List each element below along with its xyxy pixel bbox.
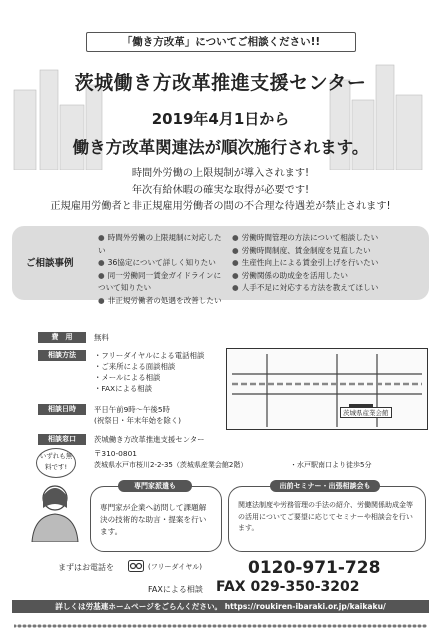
fax-prompt: FAXによる相談 [148,585,203,594]
fee-value: 無料 [94,333,109,342]
fee-label: 費 用 [38,332,86,343]
hours-value [94,404,181,426]
fax-number: FAX 029-350-3202 [216,579,360,595]
consult-examples-left [98,232,228,308]
office-access: ・水戸駅南口より徒歩5分 [290,461,372,469]
list-item: ● 労働時間管理の方法について相談したい [232,232,427,245]
center-title: 茨城働き方改革推進支援センター [74,72,367,94]
method-list [94,350,204,394]
freedial-icon [128,560,144,572]
access-map [226,348,428,430]
headline-item: 年次有給休暇の確実な取得が必要です! [131,184,310,196]
list-item: ・FAXによる相談 [94,384,153,393]
seminar-title: 出前セミナー・出張相談会も [270,480,380,492]
free-balloon: いずれも無料です! [36,448,76,478]
list-item: ● 同一労働同一賃金ガイドラインについて知りたい [98,270,224,295]
list-item: ● 労働時間制度、賃金制度を見直したい [232,245,427,258]
method-label: 相談方法 [38,350,86,361]
phone-prompt: まずはお電話を [58,563,114,572]
hours-label: 相談日時 [38,404,86,415]
list-item: ・フリーダイヤルによる電話相談 [94,351,205,360]
list-item: ・ご来所による面談相談 [94,362,176,371]
expert-dispatch-text: 専門家が企業へ訪問して課題解決の技術的な助言・提案を行います。 [100,503,207,536]
decorative-dot-border [14,622,427,630]
footer-link[interactable]: 詳しくは労基連ホームページをごらんください。 https://roukiren-ibaraki.or.jp/kaikaku/ [12,600,429,613]
hours-text: 平日午前9時〜午後5時 [94,405,170,414]
list-item: ・メールによる相談 [94,373,161,382]
hours-note: (祝祭日・年末年始を除く) [94,416,182,425]
consult-examples-right [232,232,427,295]
headline-item: 時間外労働の上限規制が導入されます! [131,168,310,179]
seminar-text: 関連法制度や労務管理の手法の紹介、労働関係助成金等の活用についてご要望に応じてセミナーや相談会を行います。 [238,501,413,532]
list-item: ● 非正規労働者の処遇を改善したい [98,295,228,308]
consult-banner: 「働き方改革」についてご相談ください!! [86,32,356,52]
consult-examples-label: ご相談事例 [26,258,74,269]
phone-number[interactable]: 0120-971-728 [248,558,381,578]
list-item: ● 36協定について詳しく知りたい [98,257,228,270]
list-item: ● 労働関係の助成金を活用したい [232,270,427,283]
postal-code: 〒310-0801 [94,449,137,458]
office-address: 茨城県水戸市桜川2-2-35（茨城県産業会館2階） [94,461,248,469]
freedial-label: (フリーダイヤル) [148,563,202,571]
list-item: ● 生産性向上による賃金引上げを行いたい [232,257,427,270]
list-item: ● 時間外労働の上限規制に対応したい [98,232,228,257]
list-item: ● 人手不足に対応する方法を教えてほしい [232,282,427,295]
expert-dispatch-title: 専門家派遣も [118,480,192,492]
enforcement-date: 2019年4月1日から [151,110,290,128]
map-building-label: 茨城県産業会館 [340,407,392,418]
person-illustration [24,478,86,542]
headline-list [0,166,441,216]
office-label: 相談窓口 [38,434,86,445]
enforcement-headline: 働き方改革関連法が順次施行されます。 [72,138,369,157]
headline-item: 正規雇用労働者と非正規雇用労働者の間の不合理な待遇差が禁止されます! [50,201,391,212]
office-name: 茨城働き方改革推進支援センター [94,435,205,444]
